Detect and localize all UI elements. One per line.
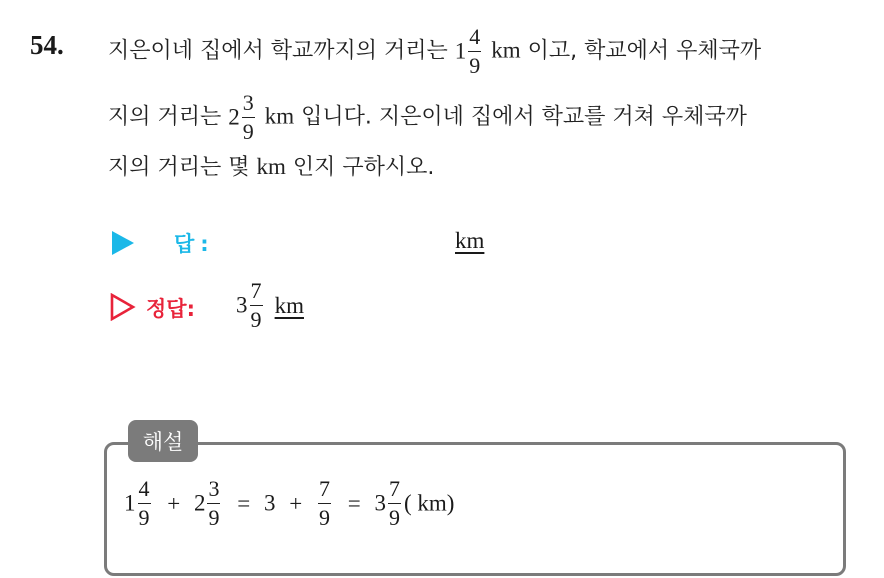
question-text: 입니다. 지은이네 집에서 학교를 거쳐 우체국까 (301, 104, 747, 130)
numerator: 7 (318, 478, 331, 504)
denominator: 9 (208, 505, 220, 530)
question-line-2 (108, 92, 747, 143)
fraction (242, 92, 255, 143)
numerator: 3 (242, 92, 255, 118)
question-number: 54. (30, 30, 64, 60)
numerator: 4 (468, 26, 481, 52)
correct-answer-value (236, 280, 304, 331)
explanation-equation (124, 478, 454, 529)
fraction (468, 26, 481, 77)
unit-km: km (256, 154, 286, 179)
question-text: 지의 거리는 (108, 104, 222, 130)
play-outline-icon (110, 293, 136, 321)
mixed-whole: 2 (228, 104, 240, 130)
mixed-whole: 1 (454, 38, 467, 64)
numerator: 7 (388, 478, 401, 504)
denominator: 9 (388, 505, 400, 530)
denominator: 9 (318, 505, 330, 530)
numerator: 3 (207, 478, 220, 504)
correct-answer-unit: km (274, 292, 304, 318)
denominator: 9 (250, 307, 262, 332)
question-line-1 (108, 26, 761, 77)
play-filled-icon (112, 231, 134, 255)
equals-sign: = (237, 490, 251, 516)
mixed-whole: 1 (124, 490, 136, 516)
plus-sign: + (289, 490, 303, 516)
question-text: 지은이네 집에서 학교까지의 거리는 (108, 38, 448, 64)
mixed-whole: 3 (236, 292, 248, 318)
numerator: 7 (250, 280, 263, 306)
denominator: 9 (138, 505, 150, 530)
result-unit: ( km) (403, 490, 455, 516)
explanation-tag: 해설 (128, 420, 198, 462)
equals-sign: = (347, 490, 361, 516)
plus-sign: + (167, 490, 181, 516)
fraction (250, 280, 263, 331)
unit-km: km (491, 37, 521, 63)
mixed-whole: 3 (374, 490, 386, 516)
fraction (318, 478, 331, 529)
question-line-3 (108, 150, 434, 181)
denominator: 9 (242, 119, 254, 144)
integer-term: 3 (263, 490, 276, 516)
unit-km: km (264, 103, 295, 129)
mixed-whole: 2 (193, 490, 206, 516)
question-text: 인지 구하시오. (292, 155, 435, 180)
denominator: 9 (469, 53, 481, 78)
answer-label: 답: (174, 232, 215, 256)
answer-unit: km (455, 228, 485, 253)
question-text: 지의 거리는 몇 (108, 155, 250, 180)
question-text: 이고, 학교에서 우체국까 (527, 38, 762, 64)
numerator: 4 (138, 478, 151, 504)
correct-answer-label: 정답: (146, 297, 195, 321)
fraction (388, 478, 401, 529)
fraction (138, 478, 151, 529)
fraction (207, 478, 220, 529)
